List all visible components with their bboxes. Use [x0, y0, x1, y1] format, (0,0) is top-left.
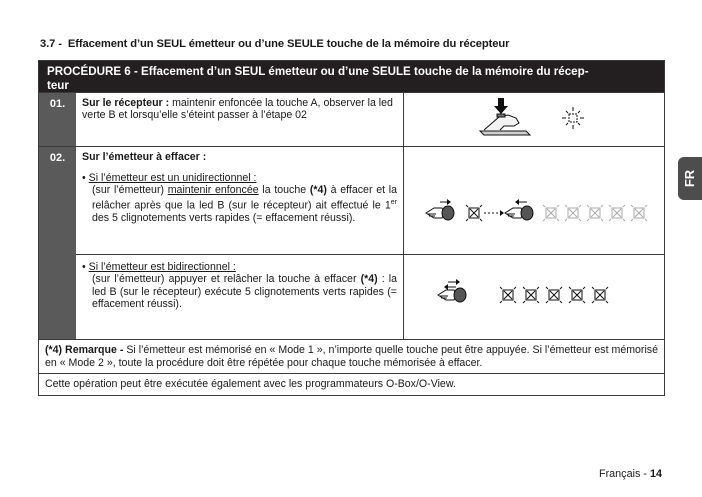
transmitter-icon: [426, 206, 454, 220]
hand-press-icon: [480, 114, 530, 135]
case-unidirectional: [76, 166, 664, 254]
led-blink-icon: [562, 107, 584, 129]
page-footer: [599, 468, 662, 480]
empty-cell: [404, 147, 664, 166]
note: [39, 339, 664, 373]
down-arrow-icon: [494, 98, 508, 114]
section-title-text: Effacement d’un SEUL émetteur ou d’une SEULE touche de la mémoire du récepteur: [67, 38, 510, 50]
dashed-arrow-icon: [484, 210, 504, 216]
page-language: Français -: [598, 468, 650, 480]
led-blink-icon: [587, 205, 603, 221]
page-number: 14: [649, 468, 662, 480]
step-number: 01.: [39, 93, 76, 146]
led-blink-icon: [569, 287, 585, 303]
case-title: Si l’émetteur est un unidirectionnel :: [88, 172, 257, 184]
step-row-02: [39, 146, 664, 339]
led-blink-icon: [631, 205, 647, 221]
led-blink-icon: [466, 205, 482, 221]
transmitter-icon: [505, 206, 533, 220]
step-02-cases: [76, 147, 664, 339]
section-number: 3.7 -: [40, 38, 62, 50]
receiver-illustration: [404, 93, 664, 146]
procedure-header-line1: PROCÉDURE 6 - Effacement d’un SEUL émetteur ou d’une SEULE touche de la mémoire du récep-: [47, 65, 589, 78]
note-text: Si l’émetteur est mémorisé en « Mode 1 », n’importe quelle touche peut être appuyée. Si l’émetteur est mémorisé en « Mode 2 », toute la procédure doit être répétée pour chaque touche mémorisée à effacer.: [45, 344, 658, 369]
step-lead: Sur le récepteur :: [82, 97, 170, 109]
note-lead: (*4) Remarque -: [45, 344, 124, 356]
section-title: [40, 38, 509, 50]
led-blink-icon: [592, 287, 608, 303]
language-tab: FR: [678, 157, 702, 200]
procedure-table: [38, 60, 665, 396]
led-blink-icon: [609, 205, 625, 221]
led-blink-icon: [565, 205, 581, 221]
bidirectional-illustration: [404, 255, 664, 339]
case-title: Si l’émetteur est bidirectionnel :: [88, 261, 236, 273]
led-blink-icon: [543, 205, 559, 221]
right-arrow-icon: [440, 199, 451, 205]
table-footer-note: Cette opération peut être exécutée également avec les programmateurs O-Box/O-View.: [39, 373, 664, 395]
led-blink-icon: [500, 287, 516, 303]
unidirectional-illustration: [404, 166, 664, 254]
procedure-header: [39, 61, 664, 92]
step-row-01: [39, 92, 664, 146]
case-bidirectional-text: • Si l’émetteur est bidirectionnel : (sur l’émetteur) appuyer et relâcher la touche à effacer (*4) : la led B (sur le récepteur) exécute 5 clignotements verts rapides (= effacement réussi).: [76, 255, 404, 339]
step-text: [76, 93, 404, 146]
led-blink-icon: [546, 287, 562, 303]
procedure-header-line2: teur: [47, 79, 69, 92]
step-02-lead-row: [76, 147, 664, 166]
led-blink-icon: [523, 287, 539, 303]
step-lead: Sur l’émetteur à effacer :: [76, 147, 404, 166]
transmitter-icon: [438, 288, 466, 302]
case-bidirectional: [76, 254, 664, 339]
step-body: maintenir enfoncée la touche A, observer la led verte B et lorsqu’elle s’éteint passer à l’étape 02: [82, 97, 393, 122]
step-number: 02.: [39, 147, 76, 339]
case-unidirectional-text: • Si l’émetteur est un unidirectionnel : (sur l’émetteur) maintenir enfoncée la touche (*4) à effacer et la relâcher après que la led B (sur le récepteur) ait effectué le 1er des 5 clignotements verts rapides (= effacement réussi).: [76, 166, 404, 254]
left-arrow-icon: [515, 199, 527, 205]
